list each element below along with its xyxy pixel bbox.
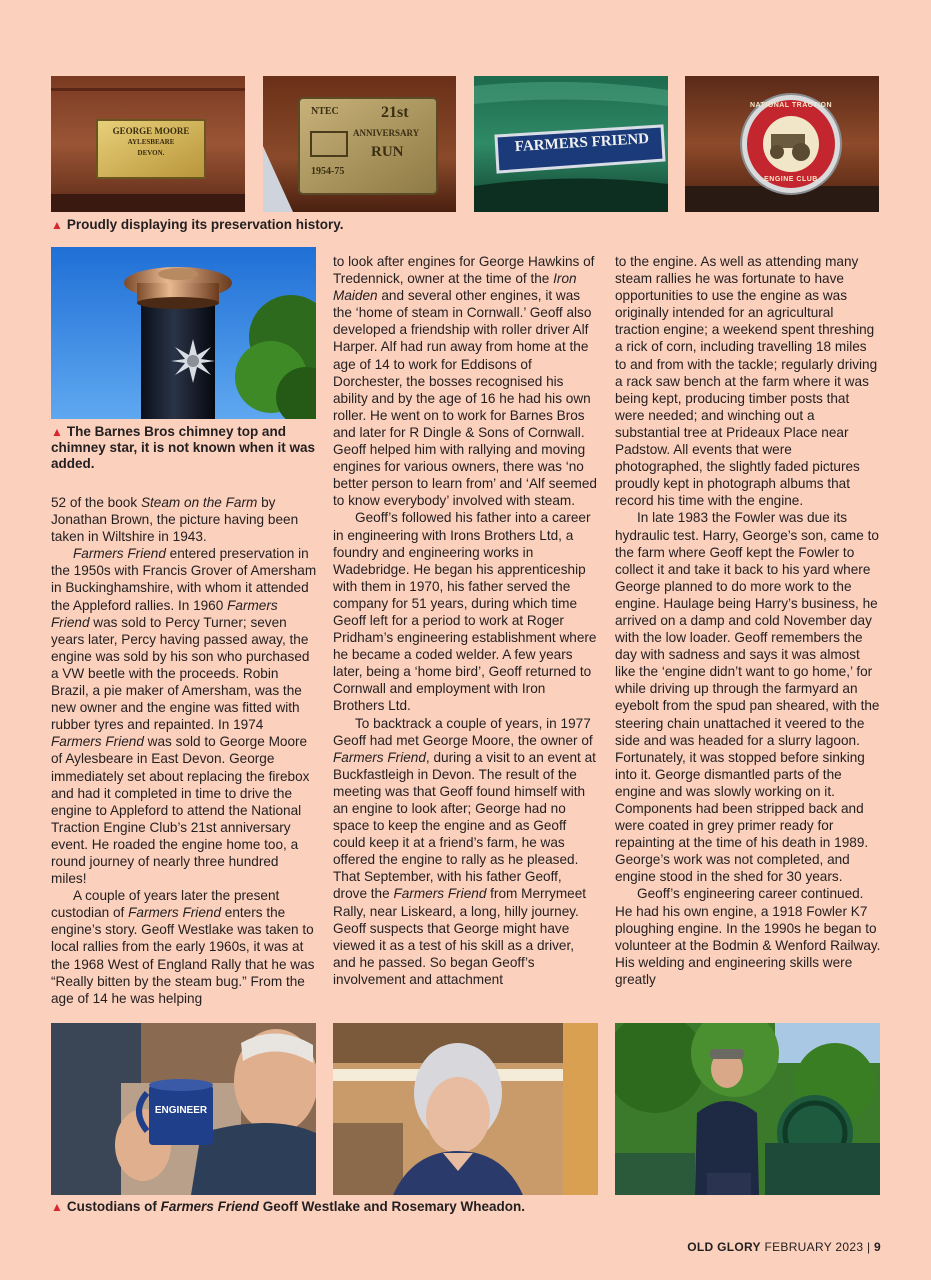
- plate-text-years: 1954-75: [311, 166, 345, 177]
- page-footer: [687, 1240, 881, 1254]
- nameplate-text: FARMERS FRIEND: [514, 130, 650, 156]
- photo-chimney-top: [51, 247, 316, 419]
- plate-text-anniversary: ANNIVERSARY: [353, 128, 420, 138]
- footer-page-number: 9: [874, 1240, 881, 1254]
- caption-triangle-icon: ▲: [51, 1200, 63, 1214]
- plate-text-name: GEORGE MOORE: [112, 126, 190, 136]
- caption-custodians-pre: Custodians of: [66, 1199, 161, 1214]
- photo-farmers-friend-nameplate: [474, 76, 668, 212]
- col1-paragraph-0: 52 of the book Steam on the Farm by Jonathan Brown, the picture having been taken in Wiltshire in 1943.: [51, 495, 299, 545]
- badge-text-bottom: ENGINE CLUB: [764, 176, 818, 183]
- caption-triangle-icon: ▲: [51, 425, 63, 439]
- plate-text-21st: 21st: [381, 104, 409, 121]
- caption-chimney: [51, 424, 319, 472]
- caption-plates-text: Proudly displaying its preservation history.: [66, 217, 344, 232]
- photo-geoff-with-engine: [615, 1023, 880, 1195]
- col2-paragraph-1: Geoff’s followed his father into a career in engineering with Irons Brothers Ltd, a foundry and engineering works in Wadebridge. He began his apprenticeship with them in 1970, his father served the company for 51 years, during which time Geoff left for a period to work at Roger Pridham’s engineering establishment where he became a coded welder. A few years later, being a ‘home bird’, Geoff returned to Cornwall and employment with Iron Brothers Ltd.: [333, 510, 597, 714]
- caption-plates: [51, 217, 343, 233]
- caption-chimney-text: The Barnes Bros chimney top and chimney star, it is not known when it was added.: [51, 424, 316, 471]
- caption-triangle-icon: ▲: [51, 218, 63, 232]
- col2-paragraph-2: To backtrack a couple of years, in 1977 Geoff had met George Moore, the owner of Farmers Friend, during a visit to an event at Buckfastleigh in Devon. The result of the meeting was that Geoff found himself with an engine to look after; George had no space to keep the engine and as Geoff could keep it at a friend’s farm, he was offered the engine to rally as he pleased. That September, with his father Geoff, drove the Farmers Friend from Merrymeet Rally, near Liskeard, a long, hilly journey. Geoff suspects that George might have viewed it as a test of his skill as a driver, and he passed. So began Geoff’s involvement and attachment: [333, 715, 596, 987]
- article-column-3: [615, 253, 881, 988]
- photo-rosemary-wheadon: [333, 1023, 598, 1195]
- caption-custodians: [51, 1199, 525, 1215]
- footer-issue: FEBRUARY 2023: [764, 1240, 864, 1254]
- caption-custodians-post: Geoff Westlake and Rosemary Wheadon.: [258, 1199, 526, 1214]
- col3-paragraph-1: In late 1983 the Fowler was due its hydraulic test. Harry, George’s son, came to the farm where Geoff kept the Fowler to collect it and take it back to his yard where George planned to do more work to the engine. Haulage being Harry’s business, he arrived on a damp and cold November day with the low loader. Geoff remembers the day with sadness and says it was almost like the ‘engine didn’t want to go home,’ for while driving up through the farmyard an eyebolt from the spud pan sheared, with the steering chain unattached it veered to the side and was headed for a slurry lagoon. Fortunately, it was stopped before sinking into it. George dismantled parts of the engine and was slowly working on it. Components had been stripped back and were coated in grey primer ready for repainting at the time of his death in 1989. George’s work was not completed, and engine stood in the shed for 30 years.: [615, 510, 880, 885]
- col1-paragraph-1: Farmers Friend entered preservation in the 1950s with Francis Grover of Amersham in Buckinghamshire, with whom it attended the Appleford rallies. In 1960 Farmers Friend was sold to Percy Turner; seven years later, Percy having passed away, the engine was sold by his son who purchased a VW beetle with the proceeds. Robin Brazil, a pie maker of Amersham, was the new owner and the engine was fitted with rubber tyres and repainted. In 1974 Farmers Friend was sold to George Moore of Aylesbeare in East Devon. George immediately set about replacing the firebox and had it completed in time to drive the engine to Appleford to attend the National Traction Engine Club’s 21st anniversary event. He roaded the engine home too, a round journey of nearly three hundred miles!: [51, 546, 317, 887]
- photo-george-moore-plate: [51, 76, 245, 212]
- photo-ntec-anniversary-plate: [263, 76, 456, 212]
- col3-paragraph-2: Geoff’s engineering career continued. He had his own engine, a 1918 Fowler K7 ploughing engine. In the 1990s he began to volunteer at the Bodmin & Wenford Railway. His welding and engineering skills were greatly: [615, 886, 881, 987]
- footer-magazine: OLD GLORY: [687, 1240, 761, 1254]
- plate-text-village: AYLESBEARE: [127, 138, 175, 146]
- plate-text-run: RUN: [371, 144, 404, 160]
- plate-text-county: DEVON.: [137, 149, 165, 157]
- article-column-2: [333, 253, 599, 988]
- footer-separator: |: [866, 1240, 871, 1254]
- badge-text-top: NATIONAL TRACTION: [749, 102, 833, 109]
- col2-paragraph-0: to look after engines for George Hawkins of Tredennick, owner at the time of the Iron Maiden and several other engines, it was the ‘home of steam in Cornwall.’ Geoff also developed a friendship with roller driver Alf Harper. Alf had run away from home at the age of 14 to work for Eddisons of Dorchester, the bosses recognised his ability and by the age of 16 he had his own roller. He went on to work for Barnes Bros and later for R Dingle & Sons of Cornwall. Geoff helped him with rallying and moving engines for various owners, there was ‘no better person to learn from’ and ‘Alf seemed to know everybody’ involved with steam.: [333, 254, 597, 509]
- caption-custodians-engine: Farmers Friend: [160, 1199, 259, 1214]
- article-column-1: [51, 494, 317, 1007]
- photo-ntec-badge: [685, 76, 879, 212]
- col3-paragraph-0: to the engine. As well as attending many steam rallies he was fortunate to have opportunities to use the engine as was originally intended for an agricultural traction engine; a weekend spent threshing a rick of corn, including travelling 18 miles to and from with the tackle; regularly driving a rack saw bench at the farm where it was being kept, producing timber posts that were needed; and winching out a substantial tree at Prideaux Place near Padstow. All events that were photographed, the slightly faded pictures proudly kept in photograph albums that record his time with the engine.: [615, 254, 878, 509]
- col1-paragraph-2: A couple of years later the present custodian of Farmers Friend enters the engine’s story. Geoff Westlake was taken to local rallies from the early 1960s, it was at the 1968 West of England Rally that he was “Really bitten by the steam bug.” From the age of 14 he was helping: [51, 888, 315, 1006]
- photo-geoff-westlake-mug: [51, 1023, 316, 1195]
- plate-text-ntec: NTEC: [311, 106, 339, 117]
- mug-text: ENGINEER: [154, 1105, 208, 1116]
